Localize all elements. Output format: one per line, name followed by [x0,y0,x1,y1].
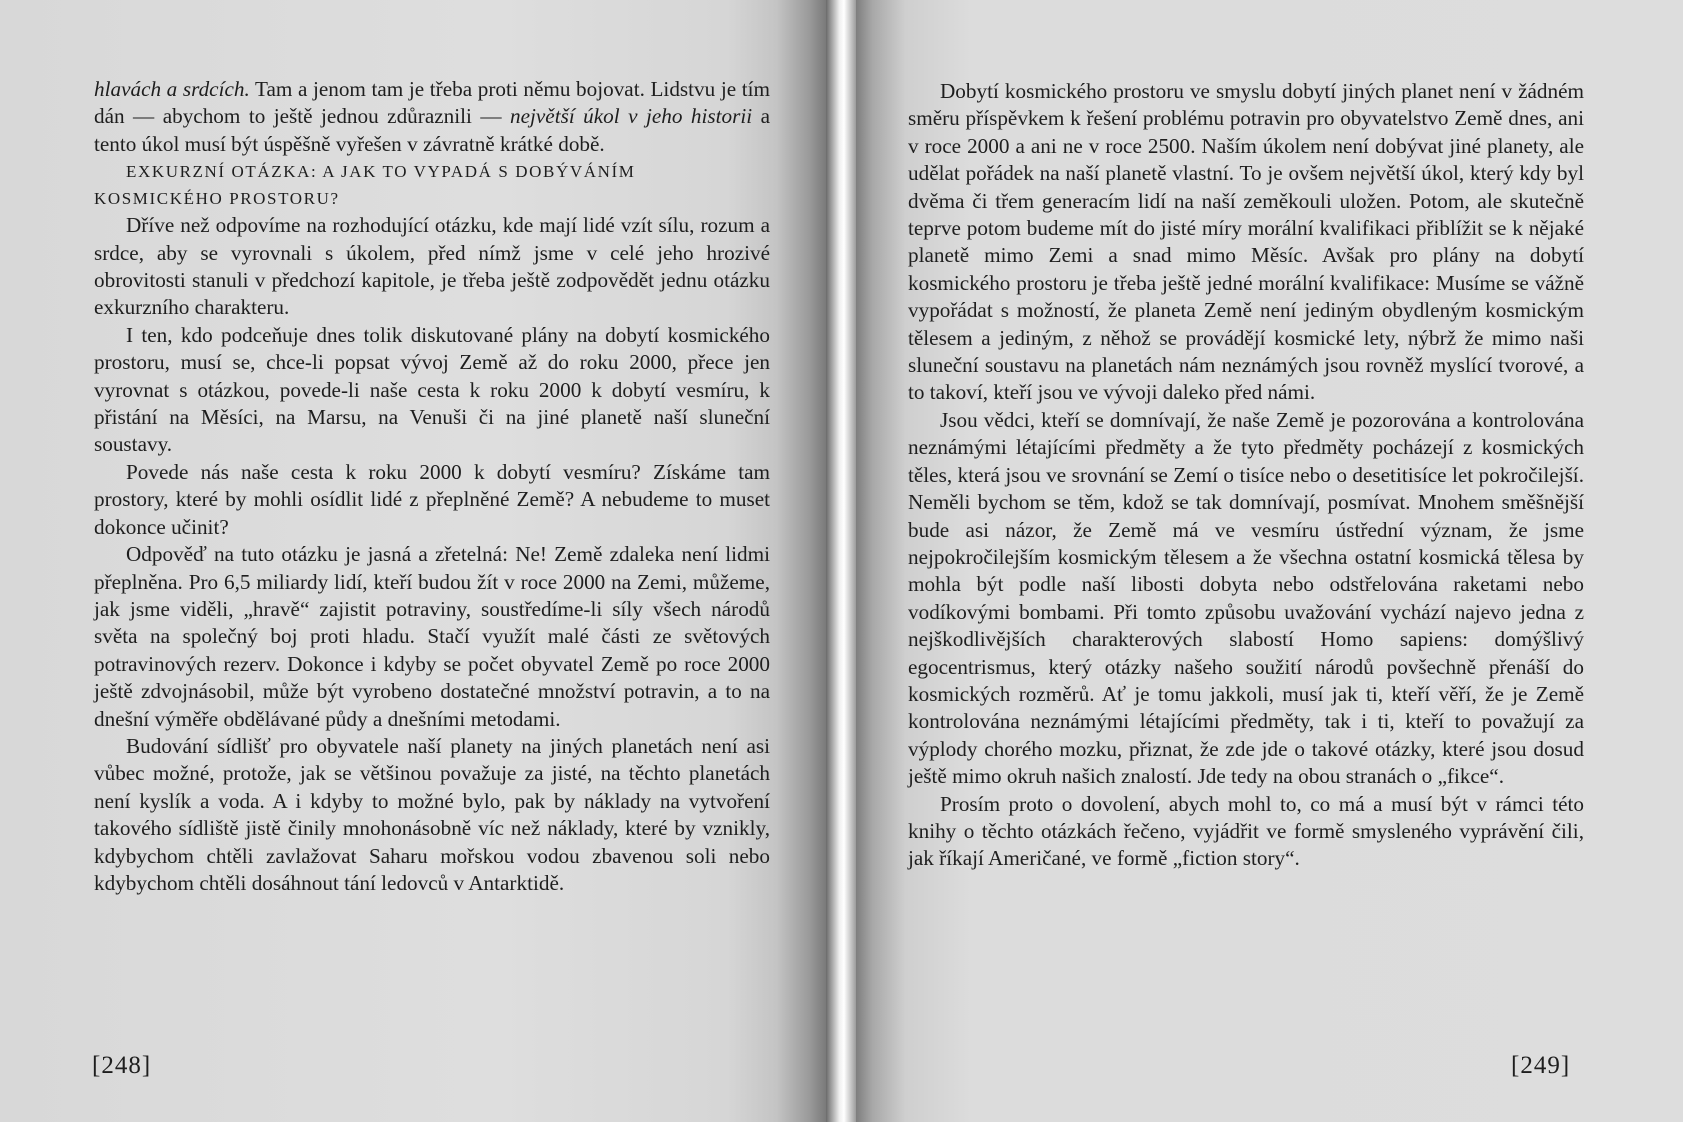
paragraph: Jsou vědci, kteří se domnívají, že naše Země je pozorována a kontrolována neznámými létajícími předměty a že tyto předměty pocházejí z kosmických těles, která jsou ve srovnání se Zemí o tisíce nebo o desetitisíce let pokročilejší. Neměli bychom se těm, kdož se tak domnívají, posmívat. Mnohem směšnější bude asi názor, že Země má ve vesmíru ústřední význam, že jsme nejpokročilejším kosmickým tělesem a že všechna ostatní kosmická tělesa by mohla být podle naší libosti dobyta nebo odstřelována raketami nebo vodíkovými bombami. Při tomto způsobu uvažování vychází najevo jedna z nejškodlivějších charakterových slabostí Homo sapiens: domýšlivý egocentrismus, který otázky našeho soužití národů povšechně přenáší do kosmických rozměrů. Ať je tomu jakkoli, musí jak ti, kteří věří, že je Země kontrolována neznámými létajícími předměty, tak i ti, kteří to považují za výplody chorého mozku, přiznat, že zde jde o takové otázky, které jsou dosud ještě mimo okruh našich znalostí. Jde tedy na obou stranách o „fikce“. [908,407,1584,789]
left-page-text [94,76,770,897]
page-number: [248] [92,1052,152,1079]
opening-paragraph [94,76,770,158]
paragraph: Odpověď na tuto otázku je jasná a zřetelná: Ne! Země zdaleka není lidmi přeplněna. Pro 6,5 miliardy lidí, kteří budou žít v roce 2000 na Zemi, můžeme, jak jsme viděli, „hravě“ zajistit potraviny, soustředíme-li síly všech národů světa na společný boj proti hladu. Stačí využít malé části ze světových potravinových rezerv. Dokonce i kdyby se počet obyvatel Země po roce 2000 ještě zdvojnásobil, může být vyrobeno dostatečné množství potravin, a to na dnešní výměře obdělávané půdy a dnešními metodami. [94,542,770,731]
paragraph: Dobytí kosmického prostoru ve smyslu dobytí jiných planet není v žádném směru příspěvkem k řešení problému potravin pro obyvatelstvo Země dnes, ani v roce 2000 a ani ne v roce 2500. Naším úkolem není dobývat jiné planety, ale udělat pořádek na naší planetě vlastní. To je ovšem největší úkol, který kdy byl dvěma či třem generacím lidí na naší zeměkouli uložen. Potom, ale skutečně teprve potom budeme mít do jisté míry morální kvalifikaci přiblížit se k nějaké planetě mimo Zemi a snad mimo Měsíc. Avšak pro plány na dobytí kosmického prostoru je třeba ještě jedné morální kvalifikace: Musíme se vážně vypořádat s možností, že planeta Země není jediným obydleným kosmickým tělesem a jediným, z něhož se provádějí kosmické lety, nýbrž že mimo naši sluneční soustavu na planetách nám neznámých jsou rovněž myslící tvorové, a to takoví, kteří jsou ve vývoji daleko před námi. [908,79,1584,405]
right-page [856,0,1683,1122]
paragraph: Prosím proto o dovolení, abych mohl to, co má a musí být v rámci této knihy o těchto otázkách řečeno, vyjádřit ve formě smysleného vyprávění čili, jak říkají Američané, ve formě „fiction story“. [908,791,1584,871]
book-gutter [826,0,856,1122]
paragraph: Dříve než odpovíme na rozhodující otázku, kde mají lidé vzít sílu, rozum a srdce, aby se vyrovnali s úkolem, před nímž jsme v celé jeho hrozivé obrovitosti stanuli v předchozí kapitole, je třeba ještě zodpovědět jednu otázku exkurzního charakteru. [94,213,770,320]
right-page-text [908,78,1584,873]
page-number: [249] [1511,1052,1571,1079]
italic-phrase: hlavách a srdcích. [94,77,250,101]
paragraph: Povede nás naše cesta k roku 2000 k dobytí vesmíru? Získáme tam prostory, které by mohli osídlit lidé z přeplněné Země? A nebudeme to muset dokonce učinit? [94,459,770,539]
left-page [0,0,826,1122]
paragraph: I ten, kdo podceňuje dnes tolik diskutované plány na dobytí kosmického prostoru, musí se, chce-li popsat vývoj Země až do roku 2000, přece jen vyrovnat s otázkou, povede-li naše cesta k roku 2000 k dobytí vesmíru, k přistání na Měsíci, na Marsu, na Venuši či na jiné planetě naší sluneční soustavy. [94,322,770,457]
italic-phrase: největší úkol v jeho historii [510,104,753,129]
paragraph-text: Tam a jenom tam je třeba proti němu bojovat. Lidstvu je tím dán — abychom to ještě jednou zdůraznili — [94,77,770,129]
paragraph-text: a tento úkol musí být úspěšně vyřešen v závratně krátké době. [94,104,771,156]
section-heading: EXKURZNÍ OTÁZKA: A JAK TO VYPADÁ S DOBÝVÁNÍM KOSMICKÉHO PROSTORU? [94,162,636,209]
paragraph: Budování sídlišť pro obyvatele naší planety na jiných planetách není asi vůbec možné, protože, jak se většinou považuje za jisté, na těchto planetách není kyslík a voda. A i kdyby to možné bylo, pak by náklady na vytvoření takového sídliště jistě činily mnohonásobně víc než náklady, které by vznikly, kdybychom chtěli zavlažovat Saharu mořskou vodou zbavenou soli nebo kdybychom chtěli dosáhnout tání ledovců v Antarktidě. [94,733,770,895]
